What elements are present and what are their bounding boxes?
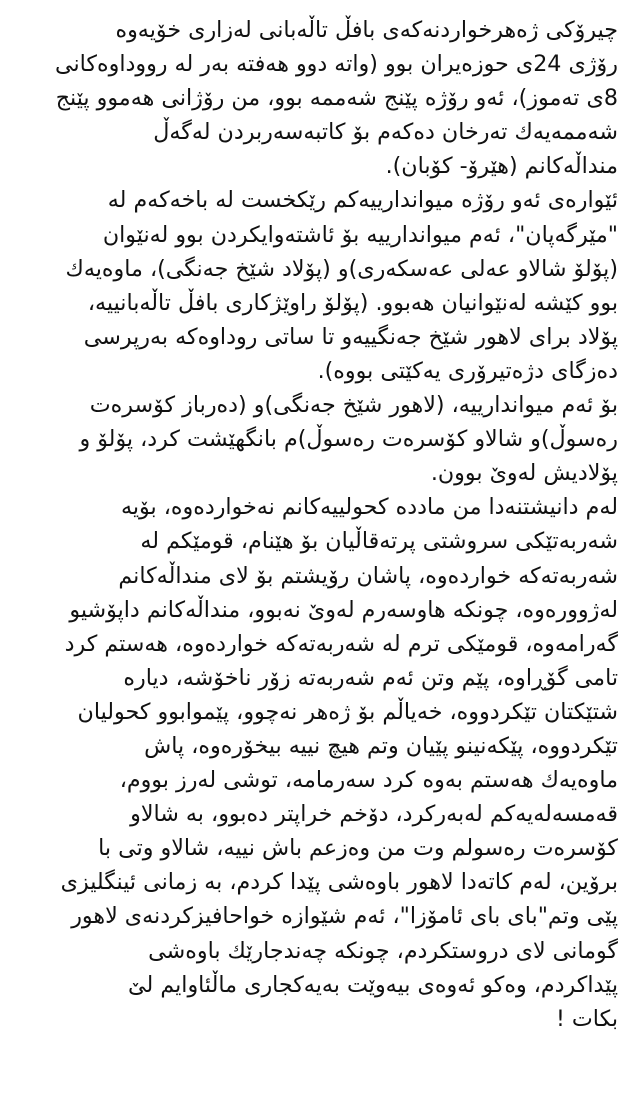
text-line: شەربەتەکە خواردەوە، پاشان رۆیشتم بۆ لای منداڵەکانم: [118, 562, 618, 589]
text-line: گەرامەوە، قومێکی ترم لە شەربەتەکە خواردەوە، هەستم کرد: [64, 630, 618, 657]
text-line: بکات !: [555, 1005, 618, 1032]
text-line: ماوەیەك هەستم بەوە کرد سەرمامە، توشی لەرز بووم،: [119, 767, 618, 794]
text-line: 8ی تەموز)، ئەو رۆژە پێنج شەممە بوو، من رۆژانی هەموو پێنج: [55, 85, 618, 112]
text-line: پۆلادیش لەوێ بوون.: [430, 460, 618, 487]
text-line: لەم دانیشتنەدا من مادده کحولییەکانم نەخواردەوە، بۆیە: [120, 494, 618, 521]
text-line: پێی وتم"بای بای ئامۆزا"، ئەم شێوازە خواحافیزکردنەی لاهور: [71, 903, 618, 930]
text-line: بۆ ئەم میواندارییە، (لاهور شێخ جەنگی)و (دەرباز کۆسرەت: [89, 392, 618, 419]
text-line: برۆین، لەم کاتەدا لاهور باوەشی پێدا کردم، بە زمانی ئینگلیزی: [60, 869, 618, 896]
text-line: پێداکردم، وەکو ئەوەی بیەوێت بەیەکجاری ماڵئاوایم لێ: [128, 971, 618, 998]
text-line: منداڵەکانم (هێرۆ- کۆبان).: [385, 153, 618, 180]
text-line: تامی گۆڕاوە، پێم وتن ئەم شەربەتە زۆر ناخۆشە، دیارە: [123, 664, 618, 691]
text-line: "مێرگەپان"، ئەم میوانداریيە بۆ ئاشتەوایکردن بوو لەنێوان: [102, 221, 618, 248]
text-line: پۆلاد برای لاهور شێخ جەنگییەو تا ساتی روداوەکە بەرپرسی: [83, 323, 618, 350]
article-body: [22, 0, 618, 1036]
text-line: دەزگای دژەتیرۆری یەکێتی بووە).: [317, 357, 618, 384]
text-line: گومانی لای دروستکردم، چونکە چەندجارێك باوەشی: [148, 937, 618, 964]
text-line: شەربەتێکی سروشتی پرتەقاڵیان بۆ هێنام، قومێکم لە: [140, 528, 618, 555]
text-line: شەممەیەك تەرخان دەکەم بۆ کاتبەسەربردن لەگەڵ: [153, 119, 618, 146]
text-line: کۆسرەت رەسولم وت من وەزعم باش نییە، شالاو وتی با: [98, 835, 618, 862]
text-line: بوو کێشە لەنێوانیان هەبوو. (پۆلۆ راوێژکاری بافڵ تاڵەبانییە،: [87, 289, 618, 316]
text-line: قەمسەلەیەکم لەبەرکرد، دۆخم خراپتر دەبوو، بە شالاو: [130, 801, 618, 828]
text-line: تێکردووە، پێکەنینو پێیان وتم هیچ نییە بیخۆرەوە، پاش: [144, 732, 618, 759]
text-line: (پۆلۆ شالاو عەلی عەسکەری)و (پۆلاد شێخ جەنگی)، ماوەیەك: [65, 255, 618, 282]
text-line: رۆژی 24ی حوزەیران بوو (واتە دوو هەفتە بەر لە رووداوەکانی: [54, 51, 618, 78]
text-line: چیرۆکی ژەهرخواردنەکەی بافڵ تاڵەبانی لەزاری خۆیەوە: [115, 17, 618, 43]
text-line: رەسوڵ)و شالاو کۆسرەت رەسوڵ)م بانگهێشت کرد، پۆلۆ و: [79, 426, 618, 453]
text-line: لەژوورەوە، چونکە هاوسەرم لەوێ نەبوو، منداڵەکانم داپۆشیو: [69, 596, 618, 623]
text-line: شتێکتان تێکردووە، خەیاڵم بۆ ژەهر نەچوو، پێموابوو کحولیان: [77, 698, 618, 725]
text-line: ئێوارەی ئەو رۆژە میواندارییەکم رێکخست لە باخەکەم لە: [107, 187, 618, 214]
